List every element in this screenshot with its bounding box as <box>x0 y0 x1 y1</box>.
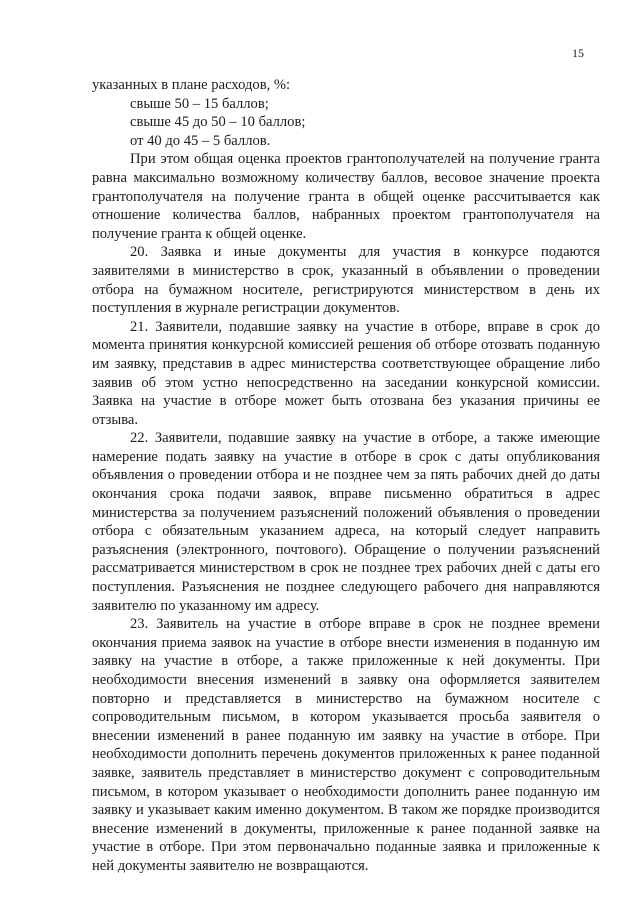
list-item-score-2: свыше 45 до 50 – 10 баллов; <box>130 114 306 131</box>
document-body <box>92 76 600 876</box>
paragraph-item-22: 22. Заявители, подавшие заявку на участие в отборе, а также имеющие намерение подать заявку на участие в отборе в срок с даты опубликования объявления о проведении отбора и не позднее чем за пять рабочих дней до даты окончания срока подачи заявок, вправе письменно обратиться в адрес министерства за получением разъяснений положений объявления о проведении отбора с обязательным указанием адреса, на который следует направить разъяснения (электронного, почтового). Обращение о получении разъяснений рассматривается министерством в срок не позднее трех рабочих дней с даты его поступления. Разъяснения не позднее следующего рабочего дня направляются заявителю по указанному им адресу. <box>92 430 600 614</box>
list-item-score-3: от 40 до 45 – 5 баллов. <box>130 132 271 149</box>
list-item-score-1: свыше 50 – 15 баллов; <box>130 95 269 112</box>
paragraph-continuation: указанных в плане расходов, %: <box>92 77 291 93</box>
paragraph-item-23: 23. Заявитель на участие в отборе вправе в срок не позднее времени окончания приема заявок на участие в отборе внести изменения в поданную им заявку на участие в отборе, а также приложенные к ней документы. При необходимости внесения изменений в заявку она оформляется заявителем повторно и представляется в министерство на бумажном носителе с сопроводительным письмом, в котором указывается просьба заявителя о внесении изменений в ранее поданную им заявку на участие в отборе. При необходимости дополнить перечень документов приложенных к ранее поданной заявке, заявитель представляет в министерство документ с сопроводительным письмом, в котором указывает о необходимости дополнить ранее поданную им заявку и указывает каким именно документом. В таком же порядке производится внесение изменений в документы, приложенные к ранее поданной заявке на участие в отборе. При этом первоначально поданные заявка и приложенные к ней документы заявителю не возвращаются. <box>92 616 600 874</box>
paragraph-total-score: При этом общая оценка проектов грантополучателей на получение гранта равна максимально возможному количеству баллов, весовое значение проекта грантополучателя на получение гранта в общей оценке рассчитывается как отношение количества баллов, набранных проектом грантополучателя на получение гранта к общей оценке. <box>92 151 600 242</box>
page-number: 15 <box>572 46 584 60</box>
paragraph-item-21: 21. Заявители, подавшие заявку на участие в отборе, вправе в срок до момента принятия конкурсной комиссией решения об отборе отозвать поданную им заявку, представив в адрес министерства соответствующее обращение либо заявив об этом устно непосредственно на заседании конкурсной комиссии. Заявка на участие в отборе может быть отозвана без указания причины ее отзыва. <box>92 318 600 428</box>
paragraph-item-20: 20. Заявка и иные документы для участия в конкурсе подаются заявителями в министерство в срок, указанный в объявлении о проведении отбора на бумажном носителе, регистрируются министерством в день их поступления в журнале регистрации документов. <box>92 244 600 317</box>
